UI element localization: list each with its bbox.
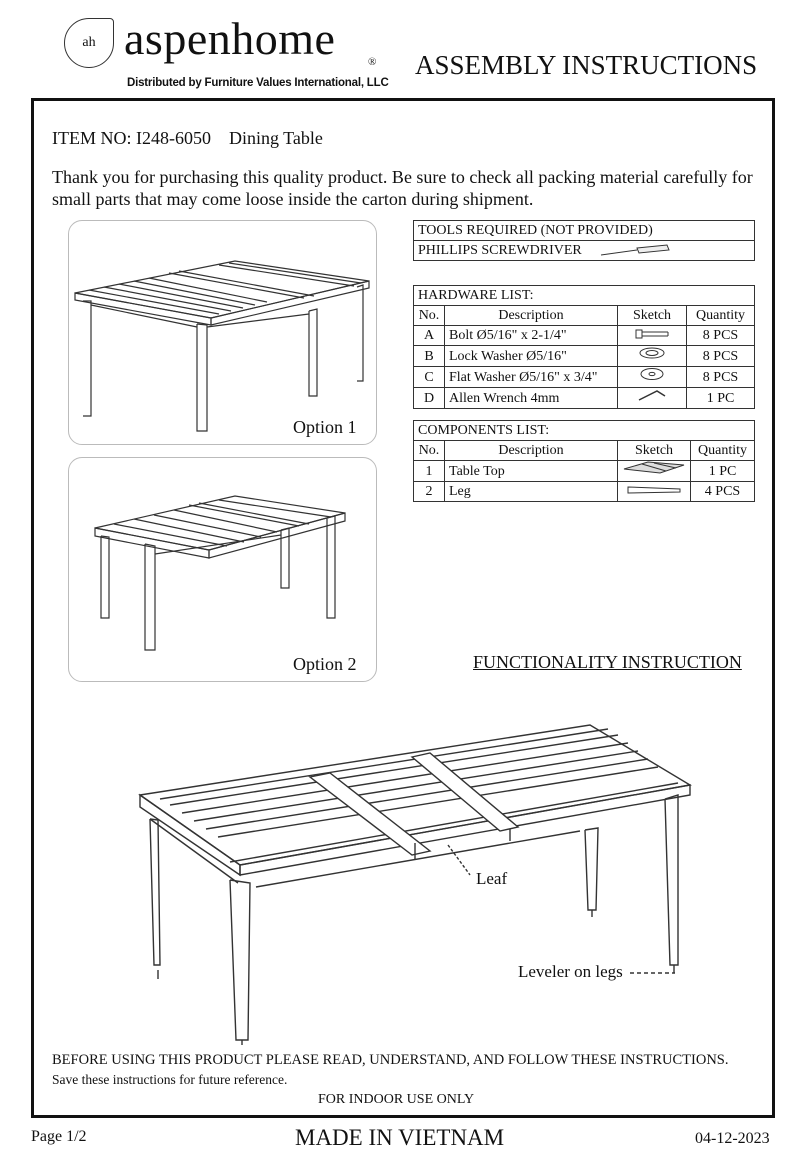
leaf-callout: Leaf <box>476 869 508 888</box>
document-date: 04-12-2023 <box>695 1130 770 1147</box>
components-title: COMPONENTS LIST: <box>414 421 755 441</box>
row-description: Lock Washer Ø5/16" <box>445 346 618 367</box>
row-no: 2 <box>414 482 445 502</box>
header-quantity: Quantity <box>691 441 755 461</box>
tools-item-cell <box>414 241 755 261</box>
table-row <box>414 346 755 367</box>
row-no: 1 <box>414 461 445 482</box>
row-description: Allen Wrench 4mm <box>445 388 618 409</box>
header-quantity: Quantity <box>687 306 755 326</box>
table-row <box>414 482 755 502</box>
row-sketch <box>618 346 687 367</box>
row-description: Flat Washer Ø5/16" x 3/4" <box>445 367 618 388</box>
row-description: Table Top <box>445 461 618 482</box>
brand-name: aspenhome <box>124 13 336 64</box>
functionality-title: FUNCTIONALITY INSTRUCTION <box>473 652 742 672</box>
option-1-panel <box>68 220 377 445</box>
table-row <box>414 388 755 409</box>
document-title: ASSEMBLY INSTRUCTIONS <box>415 50 758 80</box>
table-option-1-illustration <box>69 221 376 444</box>
distributor-line: Distributed by Furniture Values International, LLC <box>127 77 389 89</box>
tools-item: PHILLIPS SCREWDRIVER <box>418 243 582 258</box>
save-note: Save these instructions for future reference. <box>52 1072 288 1087</box>
option-2-panel <box>68 457 377 682</box>
lock-washer-icon <box>637 346 667 360</box>
components-table <box>413 420 755 502</box>
row-description: Bolt Ø5/16" x 2-1/4" <box>445 326 618 346</box>
header-sketch: Sketch <box>618 306 687 326</box>
flat-washer-icon <box>637 367 667 381</box>
header-no: No. <box>414 441 445 461</box>
intro-text: Thank you for purchasing this quality product. Be sure to check all packing material carefully for small parts that may come loose inside the carton during shipment. <box>52 167 753 209</box>
table-row <box>414 326 755 346</box>
item-description: Dining Table <box>228 128 323 148</box>
row-quantity: 8 PCS <box>687 346 755 367</box>
large-table-illustration <box>130 715 700 1045</box>
row-sketch <box>618 482 691 502</box>
tools-table <box>413 220 755 261</box>
row-sketch <box>618 326 687 346</box>
row-sketch <box>618 367 687 388</box>
table-row <box>414 461 755 482</box>
hardware-header-row <box>414 306 755 326</box>
registered-mark: ® <box>368 56 377 68</box>
made-in: MADE IN VIETNAM <box>295 1125 505 1150</box>
option-1-label: Option 1 <box>293 417 357 437</box>
row-quantity: 8 PCS <box>687 367 755 388</box>
hardware-title: HARDWARE LIST: <box>414 286 755 306</box>
row-description: Leg <box>445 482 618 502</box>
row-quantity: 1 PC <box>691 461 755 482</box>
components-header-row <box>414 441 755 461</box>
table-option-2-illustration <box>69 458 376 681</box>
leveler-callout: Leveler on legs <box>518 962 623 981</box>
item-number: ITEM NO: I248-6050 <box>52 128 211 148</box>
row-quantity: 4 PCS <box>691 482 755 502</box>
row-quantity: 8 PCS <box>687 326 755 346</box>
tools-title: TOOLS REQUIRED (NOT PROVIDED) <box>414 221 755 241</box>
page-number: Page 1/2 <box>31 1128 87 1145</box>
logo-mark-text: ah <box>82 35 96 50</box>
indoor-note: FOR INDOOR USE ONLY <box>318 1092 475 1107</box>
tools-item-row <box>414 241 755 261</box>
table-row <box>414 367 755 388</box>
header-description: Description <box>445 441 618 461</box>
hardware-table <box>413 285 755 409</box>
row-no: B <box>414 346 445 367</box>
option-2-label: Option 2 <box>293 654 357 674</box>
header-sketch: Sketch <box>618 441 691 461</box>
screwdriver-icon <box>599 244 671 258</box>
row-no: A <box>414 326 445 346</box>
table-top-icon <box>622 461 686 475</box>
warning-text: BEFORE USING THIS PRODUCT PLEASE READ, UNDERSTAND, AND FOLLOW THESE INSTRUCTIONS. <box>52 1052 729 1068</box>
tools-title-row <box>414 221 755 241</box>
logo-mark <box>64 18 114 68</box>
row-sketch <box>618 388 687 409</box>
header-no: No. <box>414 306 445 326</box>
header-description: Description <box>445 306 618 326</box>
allen-wrench-icon <box>637 388 667 402</box>
item-line <box>52 128 323 149</box>
row-no: C <box>414 367 445 388</box>
row-sketch <box>618 461 691 482</box>
row-quantity: 1 PC <box>687 388 755 409</box>
leg-icon <box>626 485 682 495</box>
row-no: D <box>414 388 445 409</box>
bolt-icon <box>634 329 670 339</box>
